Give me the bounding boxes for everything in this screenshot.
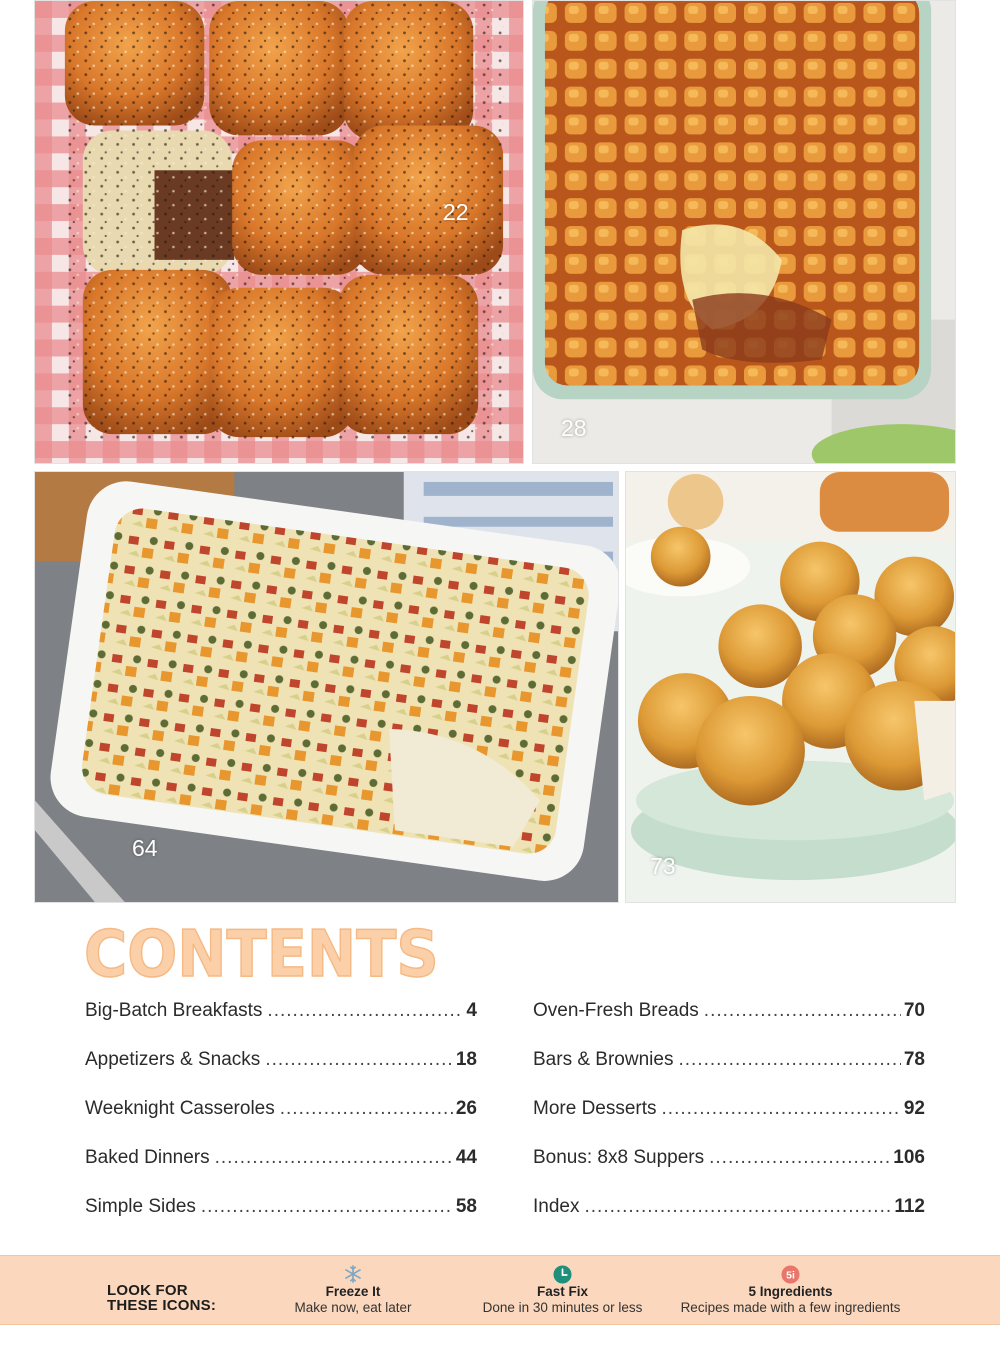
photo-breakfast-bake (34, 471, 619, 903)
toc-entry[interactable] (85, 1196, 477, 1245)
legend-description: Done in 30 minutes or less (482, 1300, 643, 1315)
clock-icon (553, 1265, 572, 1284)
toc-entry[interactable] (533, 1196, 925, 1245)
legend-name: 5 Ingredients (748, 1284, 833, 1299)
toc-leader-dots (709, 1147, 890, 1169)
toc-leader-dots (704, 1000, 901, 1022)
breakfast-bake-image (35, 472, 618, 902)
toc-leader-dots (662, 1098, 901, 1120)
legend-name: Freeze It (325, 1284, 381, 1299)
legend-description: Recipes made with a few ingredients (680, 1300, 901, 1315)
toc-entry[interactable] (85, 1049, 477, 1098)
icon-legend-heading-line1: LOOK FOR (107, 1282, 188, 1299)
toc-entry-page: 112 (894, 1196, 925, 1217)
photo-page-number: 22 (443, 199, 469, 225)
toc-entry[interactable] (85, 1098, 477, 1147)
legend-fast-fix (475, 1264, 650, 1316)
toc-entry[interactable] (85, 1147, 477, 1196)
toc-right-column (533, 1000, 925, 1245)
legend-description: Make now, eat later (294, 1300, 412, 1315)
toc-entry-label: Index (533, 1196, 580, 1217)
toc-leader-dots (265, 1049, 453, 1071)
toc-entry-page: 44 (455, 1147, 477, 1168)
toc-entry-page: 70 (903, 1000, 925, 1021)
photo-page-number: 73 (650, 853, 676, 879)
toc-leader-dots (267, 1000, 463, 1022)
toc-leader-dots (678, 1049, 900, 1071)
legend-freeze-it (283, 1264, 423, 1316)
toc-left-column (85, 1000, 477, 1245)
toc-entry[interactable] (533, 1049, 925, 1098)
toc-entry-page: 18 (455, 1049, 477, 1070)
legend-name: Fast Fix (536, 1284, 588, 1299)
toc-entry-label: Weeknight Casseroles (85, 1098, 275, 1119)
toc-leader-dots (280, 1098, 453, 1120)
contents-title: CONTENTS (84, 918, 439, 992)
toc-entry-label: Simple Sides (85, 1196, 196, 1217)
toc-entry-page: 92 (903, 1098, 925, 1119)
toc-entry-label: Bonus: 8x8 Suppers (533, 1147, 705, 1168)
toc-leader-dots (584, 1196, 891, 1218)
toc-entry-page: 78 (903, 1049, 925, 1070)
five-ingredients-badge: 5i (786, 1269, 795, 1281)
toc-entry-label: More Desserts (533, 1098, 657, 1119)
toc-entry-page: 106 (893, 1147, 925, 1168)
toc-entry-label: Baked Dinners (85, 1147, 210, 1168)
toc-entry-label: Bars & Brownies (533, 1049, 674, 1070)
toc-entry[interactable] (533, 1098, 925, 1147)
toc-entry-label: Oven-Fresh Breads (533, 1000, 699, 1021)
casserole-image (533, 1, 955, 463)
snowflake-icon (344, 1265, 362, 1283)
toc-entry-page: 4 (466, 1000, 477, 1021)
toc-leader-dots (201, 1196, 453, 1218)
sliders-image (35, 1, 523, 463)
dinner-rolls-image (626, 472, 955, 902)
legend-five-ingredients (672, 1264, 909, 1316)
toc-entry-label: Big-Batch Breakfasts (85, 1000, 263, 1021)
toc-entry-page: 58 (455, 1196, 477, 1217)
photo-page-number: 28 (561, 415, 587, 441)
toc-leader-dots (215, 1147, 453, 1169)
icon-legend-heading-line2: THESE ICONS: (107, 1297, 217, 1314)
photo-dinner-rolls (625, 471, 956, 903)
icon-legend-band (0, 1255, 1000, 1325)
toc-entry-page: 26 (455, 1098, 477, 1119)
toc-entry-label: Appetizers & Snacks (85, 1049, 261, 1070)
photo-tater-tot-casserole (532, 0, 956, 464)
toc-entry[interactable] (85, 1000, 477, 1049)
toc-entry[interactable] (533, 1147, 925, 1196)
photo-page-number: 64 (132, 835, 158, 861)
five-ingredients-icon (781, 1265, 800, 1284)
toc-entry[interactable] (533, 1000, 925, 1049)
icon-legend-heading (107, 1283, 216, 1313)
photo-sliders (34, 0, 524, 464)
